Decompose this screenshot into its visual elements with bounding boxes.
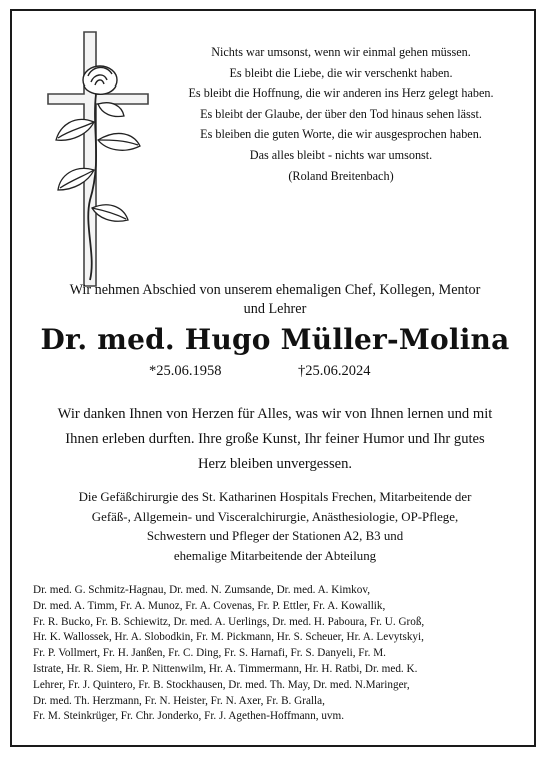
poem-line: Das alles bleibt - nichts war umsonst. — [249, 147, 433, 162]
signatories-line: Hr. K. Wallossek, Hr. A. Slobodkin, Fr. M. Pickmann, Hr. S. Scheuer, Hr. A. Levytskyi, — [33, 631, 424, 644]
deceased-name: Dr. med. Hugo Müller-Molina — [40, 323, 510, 356]
thanks-line: Ihnen erleben durften. Ihre große Kunst, Ihr feiner Humor und Ihr gutes — [65, 431, 485, 447]
signatories-line: Dr. med. Th. Herzmann, Fr. N. Heister, Fr. N. Axer, Fr. B. Gralla, — [33, 694, 325, 707]
signatories-list — [33, 583, 523, 725]
birth-date: *25.06.1958 — [149, 363, 222, 379]
signatories-line: Istrate, Hr. R. Siem, Hr. P. Nittenwilm, Hr. A. Timmermann, Hr. H. Ratbi, Dr. med. K. — [33, 662, 418, 675]
intro-line: Wir nehmen Abschied von unserem ehemaligen Chef, Kollegen, Mentor — [69, 282, 481, 298]
poem-line: Es bleiben die guten Worte, die wir ausgesprochen haben. — [200, 127, 482, 142]
farewell-intro — [25, 281, 525, 319]
poem-line: Es bleibt die Liebe, die wir verschenkt haben. — [229, 65, 453, 80]
cross-with-rose-icon — [44, 30, 154, 290]
department-line: Gefäß-, Allgemein- und Visceralchirurgie, Anästhesiologie, OP-Pflege, — [91, 509, 459, 524]
intro-line: und Lehrer — [243, 301, 307, 317]
death-date: †25.06.2024 — [298, 363, 371, 379]
thanks-line: Wir danken Ihnen von Herzen für Alles, was wir von Ihnen lernen und mit — [57, 406, 493, 422]
signatories-line: Fr. M. Steinkrüger, Fr. Chr. Jonderko, Fr. J. Agethen-Hoffmann, uvm. — [33, 710, 345, 723]
thanks-text — [25, 402, 525, 477]
signatories-line: Lehrer, Fr. J. Quintero, Fr. B. Stockhausen, Dr. med. Th. May, Dr. med. N.Maringer, — [33, 678, 410, 691]
poem-line: Es bleibt der Glaube, der über den Tod hinaus sehen lässt. — [200, 106, 482, 121]
poem-line: Es bleibt die Hoffnung, die wir anderen ins Herz gelegt haben. — [188, 86, 494, 101]
thanks-line: Herz bleiben unvergessen. — [197, 456, 353, 472]
signatories-line: Dr. med. G. Schmitz-Hagnau, Dr. med. N. Zumsande, Dr. med. A. Kimkov, — [33, 584, 371, 596]
signatories-line: Dr. med. A. Timm, Fr. A. Munoz, Fr. A. Covenas, Fr. P. Ettler, Fr. A. Kowallik, — [33, 599, 386, 612]
poem — [160, 42, 522, 186]
signatories-line: Fr. R. Bucko, Fr. B. Schiewitz, Dr. med. A. Uerlings, Dr. med. H. Paboura, Fr. U. Groß, — [33, 615, 425, 628]
poem-author: (Roland Breitenbach) — [288, 168, 394, 183]
signatories-line: Fr. P. Vollmert, Fr. H. Janßen, Fr. C. Ding, Fr. S. Harnafi, Fr. S. Danyeli, Fr. M. — [33, 647, 386, 660]
department-text — [25, 488, 525, 566]
department-line: Schwestern und Pfleger der Stationen A2, B3 und — [146, 529, 404, 543]
poem-line: Nichts war umsonst, wenn wir einmal gehen müssen. — [211, 45, 471, 59]
department-line: Die Gefäßchirurgie des St. Katharinen Hospitals Frechen, Mitarbeitende der — [78, 490, 472, 504]
department-line: ehemalige Mitarbeitende der Abteilung — [173, 548, 377, 563]
